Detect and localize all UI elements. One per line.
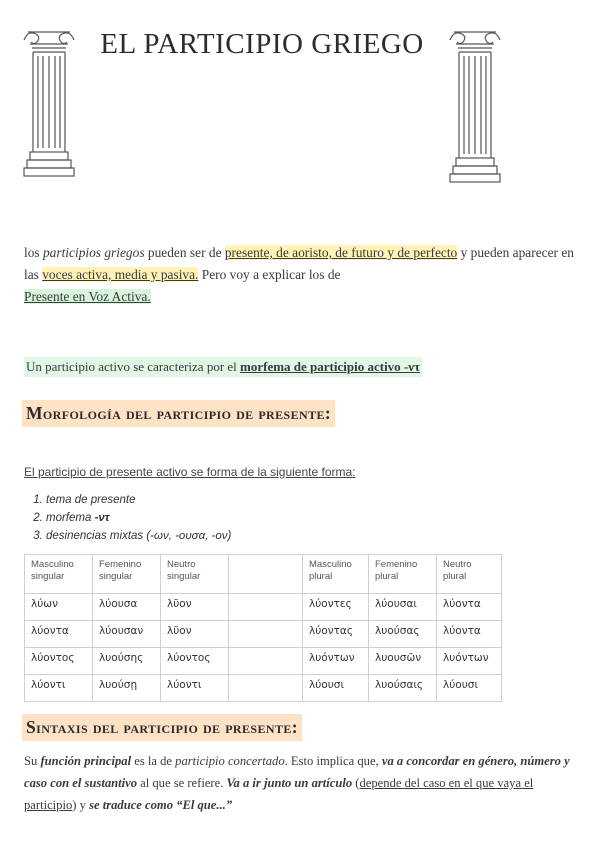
- column-header: Neutro plural: [437, 555, 502, 594]
- lead-morpheme: morfema de participio activo -ντ: [240, 359, 421, 374]
- text-run: pueden ser de: [144, 245, 225, 260]
- intro-paragraph: [24, 242, 580, 308]
- table-cell: [229, 675, 303, 702]
- table-row: [25, 648, 502, 675]
- table-cell: λυόντων: [437, 648, 502, 675]
- syntax-paragraph: [24, 750, 580, 816]
- list-item: [46, 509, 231, 527]
- section-heading-morphology: Morfología del participio de presente:: [22, 400, 335, 427]
- table-cell: λῦον: [161, 594, 229, 621]
- table-cell: λύοντι: [161, 675, 229, 702]
- table-cell: [229, 648, 303, 675]
- table-cell: λῦον: [161, 621, 229, 648]
- table-cell: λύοντος: [25, 648, 93, 675]
- table-cell: λύοντες: [303, 594, 369, 621]
- page-title: EL PARTICIPIO GRIEGO: [100, 28, 424, 60]
- list-item: 3. desinencias mixtas (-ων, -ουσα, -ον): [46, 527, 231, 545]
- text-run: Pero voy a explicar los de: [198, 267, 341, 282]
- table-cell: λύοντι: [25, 675, 93, 702]
- table-row: [25, 594, 502, 621]
- section-heading-syntax: Sintaxis del participio de presente:: [22, 714, 302, 741]
- table-header-row: [25, 555, 502, 594]
- text-run: los: [24, 245, 43, 260]
- lead-sentence: [24, 357, 422, 377]
- text-run: Va a ir junto un artículo: [226, 776, 353, 790]
- table-row: [25, 621, 502, 648]
- text-run: Su: [24, 754, 41, 768]
- text-run: es la de: [131, 754, 176, 768]
- text-run: participio concertado: [175, 754, 285, 768]
- text-run: . Esto implica que,: [284, 754, 382, 768]
- table-cell: λύοντα: [437, 594, 502, 621]
- column-header: Neutro singular: [161, 555, 229, 594]
- text-run: y pueden aparecer en las: [24, 245, 574, 282]
- column-header: Femenino singular: [93, 555, 161, 594]
- text-run: se traduce como “El que...”: [89, 798, 233, 812]
- table-cell: λύοντας: [303, 621, 369, 648]
- table-cell: λυουσῶν: [369, 648, 437, 675]
- list-item: 1. tema de presente: [46, 491, 231, 509]
- list-item-bold: -ντ: [94, 512, 110, 524]
- table-cell: λυούσας: [369, 621, 437, 648]
- column-header: Femenino plural: [369, 555, 437, 594]
- text-run: ) y: [72, 798, 90, 812]
- table-cell: λύοντα: [437, 621, 502, 648]
- table-cell: λύουσι: [437, 675, 502, 702]
- table-cell: λύουσαι: [369, 594, 437, 621]
- table-cell: λυούσῃ: [93, 675, 161, 702]
- table-cell: λυούσαις: [369, 675, 437, 702]
- text-run: al que se refiere.: [137, 776, 227, 790]
- morphology-list: [26, 491, 231, 545]
- table-cell: λύουσα: [93, 594, 161, 621]
- table-cell: [229, 594, 303, 621]
- list-item-text: morfema: [46, 512, 95, 524]
- table-cell: [229, 621, 303, 648]
- highlight-present-active: Presente en Voz Activa.: [24, 289, 151, 304]
- table-cell: λύοντα: [25, 621, 93, 648]
- table-cell: λύοντος: [161, 648, 229, 675]
- table-row: [25, 675, 502, 702]
- table-cell: λύουσι: [303, 675, 369, 702]
- lead-text: Un participio activo se caracteriza por el: [26, 359, 241, 374]
- table-cell: λυούσης: [93, 648, 161, 675]
- table-cell: λυόντων: [303, 648, 369, 675]
- column-header: [229, 555, 303, 594]
- text-run: va a concordar en género, número y caso con el sustantivo: [24, 754, 570, 790]
- table-cell: λύουσαν: [93, 621, 161, 648]
- text-run: depende del caso en el que vaya el participio: [24, 776, 534, 812]
- text-run: (: [352, 776, 360, 790]
- table-cell: λύων: [25, 594, 93, 621]
- highlight-tenses: presente, de aoristo, de futuro y de perfecto: [224, 245, 458, 260]
- column-header: Masculino singular: [25, 555, 93, 594]
- highlight-voices: voces activa, media y pasiva.: [42, 267, 199, 282]
- text-run: función principal: [40, 754, 132, 768]
- declension-table: [24, 554, 502, 702]
- morphology-intro: El participio de presente activo se forma de la siguiente forma:: [24, 465, 356, 479]
- column-header: Masculino plural: [303, 555, 369, 594]
- text-run: participios griegos: [42, 245, 145, 260]
